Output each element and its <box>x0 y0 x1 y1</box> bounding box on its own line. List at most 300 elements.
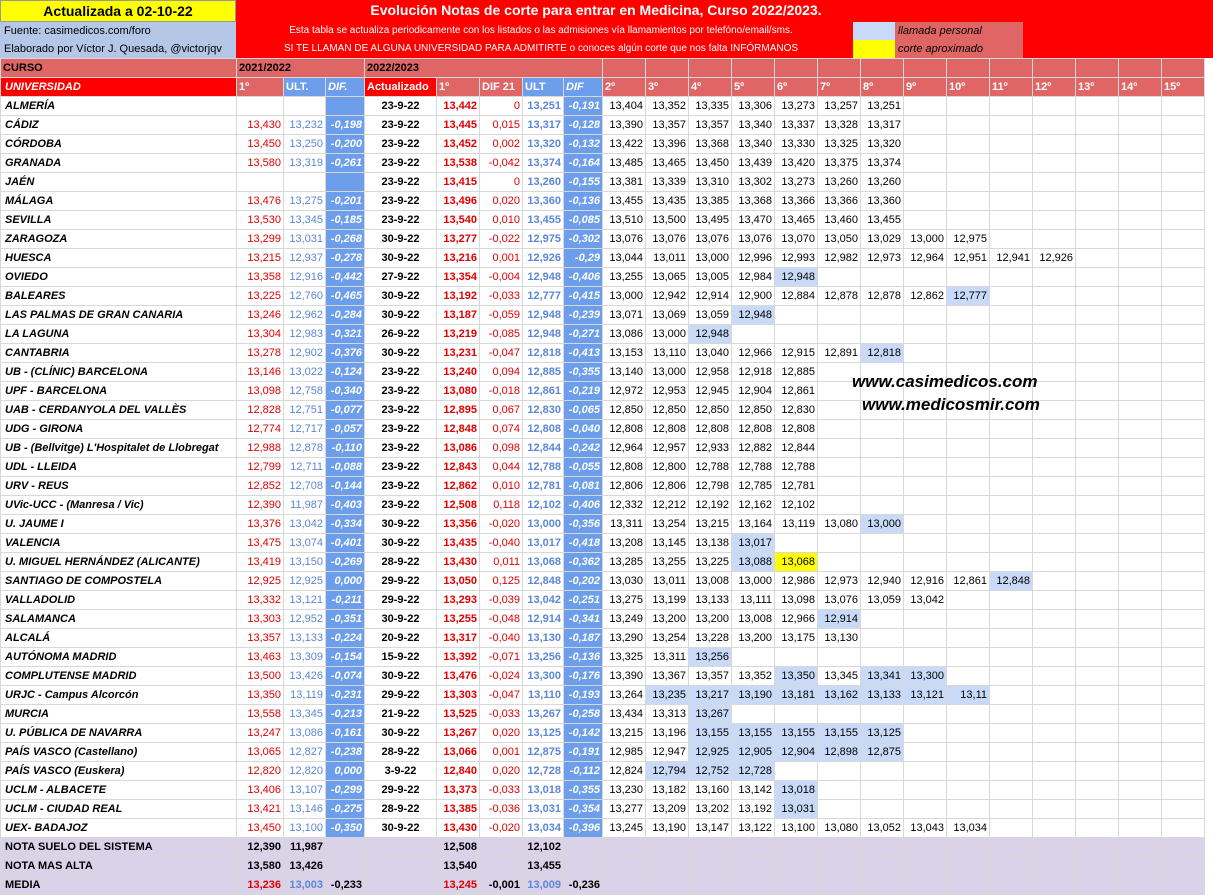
round-cutoff: 12,212 <box>646 496 689 515</box>
round-cutoff <box>1076 306 1119 325</box>
first-cutoff-2021: 12,828 <box>237 401 284 420</box>
round-cutoff: 13,455 <box>861 211 904 230</box>
round-cutoff <box>904 268 947 287</box>
university-name: CÁDIZ <box>1 116 237 135</box>
first-cutoff-2022: 13,187 <box>437 306 480 325</box>
round-cutoff: 12,942 <box>646 287 689 306</box>
round-cutoff: 12,885 <box>775 363 818 382</box>
table-row <box>1 591 1205 610</box>
table-row <box>1 496 1205 515</box>
round-cutoff: 13,435 <box>646 192 689 211</box>
last-cutoff-2021: 12,952 <box>284 610 326 629</box>
first-cutoff-2022: 13,277 <box>437 230 480 249</box>
round-cutoff: 13,005 <box>689 268 732 287</box>
col-header-round: 7º <box>818 78 861 97</box>
round-cutoff: 13,375 <box>818 154 861 173</box>
first-cutoff-2021: 12,852 <box>237 477 284 496</box>
round-cutoff: 12,918 <box>732 363 775 382</box>
round-cutoff <box>1119 192 1162 211</box>
updated-date: 29-9-22 <box>365 572 437 591</box>
round-cutoff <box>1162 762 1205 781</box>
round-cutoff <box>1033 496 1076 515</box>
round-cutoff: 12,861 <box>775 382 818 401</box>
round-cutoff <box>990 192 1033 211</box>
round-cutoff <box>990 344 1033 363</box>
summary-empty <box>818 857 861 876</box>
first-cutoff-2022: 13,430 <box>437 819 480 838</box>
diff-vs-2021: 0,125 <box>480 572 523 591</box>
round-cutoff: 13,273 <box>775 173 818 192</box>
round-cutoff <box>861 496 904 515</box>
first-cutoff-2022: 12,843 <box>437 458 480 477</box>
diff-vs-2021: -0,004 <box>480 268 523 287</box>
round-cutoff <box>947 724 990 743</box>
round-cutoff <box>1119 534 1162 553</box>
round-cutoff <box>990 477 1033 496</box>
round-cutoff <box>861 629 904 648</box>
round-cutoff <box>1033 515 1076 534</box>
university-name: ALCALÁ <box>1 629 237 648</box>
first-cutoff-2021: 12,799 <box>237 458 284 477</box>
last-cutoff-2021: 13,022 <box>284 363 326 382</box>
round-cutoff <box>904 97 947 116</box>
round-cutoff: 13,000 <box>603 287 646 306</box>
round-cutoff: 13,076 <box>646 230 689 249</box>
round-cutoff <box>1119 97 1162 116</box>
updated-date: 30-9-22 <box>365 724 437 743</box>
curso-empty <box>1162 59 1205 78</box>
round-cutoff: 13,182 <box>646 781 689 800</box>
round-cutoff <box>1119 610 1162 629</box>
table-row <box>1 192 1205 211</box>
round-cutoff <box>990 553 1033 572</box>
updated-date: 23-9-22 <box>365 116 437 135</box>
round-cutoff <box>947 344 990 363</box>
round-cutoff <box>947 591 990 610</box>
round-cutoff <box>1162 553 1205 572</box>
round-cutoff: 13,256 <box>689 648 732 667</box>
round-cutoff <box>1162 116 1205 135</box>
round-cutoff: 12,728 <box>732 762 775 781</box>
round-cutoff <box>861 420 904 439</box>
diff-2022: -0,142 <box>564 724 603 743</box>
round-cutoff: 13,339 <box>646 173 689 192</box>
round-cutoff: 13,345 <box>818 667 861 686</box>
round-cutoff <box>904 211 947 230</box>
round-cutoff <box>1033 686 1076 705</box>
round-cutoff: 13,029 <box>861 230 904 249</box>
last-cutoff-2022: 12,844 <box>523 439 564 458</box>
last-cutoff-2022: 12,808 <box>523 420 564 439</box>
col-header-round: 6º <box>775 78 818 97</box>
updated-date: 29-9-22 <box>365 591 437 610</box>
updated-date: 23-9-22 <box>365 477 437 496</box>
round-cutoff <box>1119 496 1162 515</box>
university-name: SEVILLA <box>1 211 237 230</box>
table-row <box>1 477 1205 496</box>
university-name: SALAMANCA <box>1 610 237 629</box>
round-cutoff <box>818 325 861 344</box>
last-cutoff-2022: 13,017 <box>523 534 564 553</box>
diff-2021: -0,351 <box>326 610 365 629</box>
diff-2022: -0,176 <box>564 667 603 686</box>
round-cutoff <box>1119 762 1162 781</box>
round-cutoff: 13,031 <box>775 800 818 819</box>
round-cutoff: 12,192 <box>689 496 732 515</box>
last-cutoff-2021: 12,916 <box>284 268 326 287</box>
round-cutoff <box>904 420 947 439</box>
round-cutoff: 13,153 <box>603 344 646 363</box>
round-cutoff: 13,396 <box>646 135 689 154</box>
table-row <box>1 819 1205 838</box>
round-cutoff <box>1033 724 1076 743</box>
round-cutoff <box>1076 382 1119 401</box>
university-name: SANTIAGO DE COMPOSTELA <box>1 572 237 591</box>
legend-blue-label: llamada personal <box>895 22 1023 40</box>
round-cutoff <box>861 439 904 458</box>
round-cutoff: 12,986 <box>775 572 818 591</box>
summary-first-2022: 13,540 <box>437 857 480 876</box>
curso-empty <box>990 59 1033 78</box>
round-cutoff: 13,008 <box>689 572 732 591</box>
round-cutoff <box>904 344 947 363</box>
summary-last-2021: 13,426 <box>284 857 326 876</box>
round-cutoff <box>1076 743 1119 762</box>
round-cutoff: 13,273 <box>775 97 818 116</box>
watermark-casimedicos: www.casimedicos.com <box>852 372 1038 391</box>
diff-2022: -0,136 <box>564 648 603 667</box>
round-cutoff <box>904 306 947 325</box>
curso-empty <box>861 59 904 78</box>
round-cutoff: 12,948 <box>732 306 775 325</box>
round-cutoff: 13,500 <box>646 211 689 230</box>
round-cutoff <box>1033 154 1076 173</box>
last-cutoff-2021: 12,708 <box>284 477 326 496</box>
diff-2022: -0,040 <box>564 420 603 439</box>
round-cutoff <box>818 401 861 420</box>
table-row <box>1 667 1205 686</box>
round-cutoff <box>1076 154 1119 173</box>
round-cutoff: 13,142 <box>732 781 775 800</box>
summary-empty <box>990 857 1033 876</box>
round-cutoff: 13,245 <box>603 819 646 838</box>
summary-dif-2022 <box>564 857 603 876</box>
diff-2021: 0,000 <box>326 762 365 781</box>
round-cutoff: 12,850 <box>646 401 689 420</box>
diff-2021 <box>326 97 365 116</box>
curso-empty <box>904 59 947 78</box>
round-cutoff: 12,973 <box>818 572 861 591</box>
last-cutoff-2022: 13,267 <box>523 705 564 724</box>
round-cutoff <box>1119 382 1162 401</box>
round-cutoff <box>990 762 1033 781</box>
round-cutoff: 12,957 <box>646 439 689 458</box>
round-cutoff: 13,352 <box>732 667 775 686</box>
col-header-round: 8º <box>861 78 904 97</box>
last-cutoff-2021: 12,717 <box>284 420 326 439</box>
col-header-first-2022: 1º <box>437 78 480 97</box>
round-cutoff <box>1076 230 1119 249</box>
round-cutoff <box>1076 325 1119 344</box>
round-cutoff <box>1162 363 1205 382</box>
first-cutoff-2022: 12,508 <box>437 496 480 515</box>
round-cutoff <box>1033 743 1076 762</box>
round-cutoff: 13,385 <box>689 192 732 211</box>
round-cutoff: 13,267 <box>689 705 732 724</box>
round-cutoff: 13,277 <box>603 800 646 819</box>
first-cutoff-2022: 13,086 <box>437 439 480 458</box>
summary-empty <box>689 876 732 895</box>
updated-date: 23-9-22 <box>365 173 437 192</box>
round-cutoff <box>904 135 947 154</box>
round-cutoff <box>990 268 1033 287</box>
table-row <box>1 800 1205 819</box>
round-cutoff <box>1162 781 1205 800</box>
updated-date: 30-9-22 <box>365 344 437 363</box>
first-cutoff-2021: 13,225 <box>237 287 284 306</box>
updated-banner: Actualizada a 02-10-22 <box>0 0 236 22</box>
university-name: AUTÓNOMA MADRID <box>1 648 237 667</box>
round-cutoff <box>1162 192 1205 211</box>
summary-first-2021: 13,236 <box>237 876 284 895</box>
summary-dif-2021 <box>326 857 365 876</box>
table-row <box>1 724 1205 743</box>
table-row <box>1 230 1205 249</box>
summary-empty <box>904 876 947 895</box>
diff-2021: -0,275 <box>326 800 365 819</box>
round-cutoff <box>904 629 947 648</box>
university-name: VALLADOLID <box>1 591 237 610</box>
round-cutoff <box>1076 705 1119 724</box>
diff-vs-2021: -0,020 <box>480 819 523 838</box>
round-cutoff <box>947 211 990 230</box>
col-header-round: 11º <box>990 78 1033 97</box>
last-cutoff-2022: 13,031 <box>523 800 564 819</box>
last-cutoff-2021: 13,121 <box>284 591 326 610</box>
last-cutoff-2021: 13,146 <box>284 800 326 819</box>
first-cutoff-2022: 13,385 <box>437 800 480 819</box>
round-cutoff <box>1076 610 1119 629</box>
col-header-round: 3º <box>646 78 689 97</box>
page-title: Evolución Notas de corte para entrar en Medicina, Curso 2022/2023. <box>370 2 822 18</box>
round-cutoff: 13,260 <box>861 173 904 192</box>
summary-last-2022: 13,009 <box>523 876 564 895</box>
last-cutoff-2022: 13,374 <box>523 154 564 173</box>
diff-2021: -0,144 <box>326 477 365 496</box>
round-cutoff: 13,000 <box>732 572 775 591</box>
round-cutoff <box>1076 572 1119 591</box>
table-row <box>1 610 1205 629</box>
university-name: U. MIGUEL HERNÁNDEZ (ALICANTE) <box>1 553 237 572</box>
round-cutoff: 13,110 <box>646 344 689 363</box>
round-cutoff <box>818 306 861 325</box>
round-cutoff <box>904 705 947 724</box>
round-cutoff: 13,080 <box>818 819 861 838</box>
round-cutoff: 13,255 <box>646 553 689 572</box>
summary-empty <box>1033 857 1076 876</box>
course-2021-2022: 2021/2022 <box>237 59 365 78</box>
round-cutoff <box>947 534 990 553</box>
round-cutoff: 13,043 <box>904 819 947 838</box>
round-cutoff <box>1119 363 1162 382</box>
diff-vs-2021: 0,098 <box>480 439 523 458</box>
round-cutoff <box>990 458 1033 477</box>
round-cutoff <box>775 306 818 325</box>
round-cutoff <box>1162 154 1205 173</box>
round-cutoff: 13,122 <box>732 819 775 838</box>
round-cutoff <box>1162 648 1205 667</box>
round-cutoff: 13,008 <box>732 610 775 629</box>
summary-empty <box>732 857 775 876</box>
diff-2022: -0,258 <box>564 705 603 724</box>
round-cutoff <box>861 477 904 496</box>
round-cutoff: 12,964 <box>603 439 646 458</box>
round-cutoff <box>947 477 990 496</box>
round-cutoff: 12,861 <box>947 572 990 591</box>
round-cutoff <box>990 686 1033 705</box>
round-cutoff: 13,230 <box>603 781 646 800</box>
curso-empty <box>775 59 818 78</box>
summary-empty <box>646 876 689 895</box>
round-cutoff: 13,340 <box>732 135 775 154</box>
round-cutoff: 13,357 <box>646 116 689 135</box>
diff-2022: -0,251 <box>564 591 603 610</box>
round-cutoff: 12,850 <box>732 401 775 420</box>
round-cutoff: 13,164 <box>732 515 775 534</box>
round-cutoff: 12,794 <box>646 762 689 781</box>
last-cutoff-2022: 12,948 <box>523 306 564 325</box>
round-cutoff <box>1033 325 1076 344</box>
round-cutoff <box>904 458 947 477</box>
round-cutoff <box>818 477 861 496</box>
first-cutoff-2021: 13,500 <box>237 667 284 686</box>
diff-2022: -0,341 <box>564 610 603 629</box>
university-name: UEX- BADAJOZ <box>1 819 237 838</box>
summary-empty <box>1033 876 1076 895</box>
round-cutoff: 13,360 <box>861 192 904 211</box>
round-cutoff: 13,059 <box>861 591 904 610</box>
round-cutoff <box>861 800 904 819</box>
last-cutoff-2022: 13,000 <box>523 515 564 534</box>
first-cutoff-2021: 13,450 <box>237 135 284 154</box>
round-cutoff: 12,788 <box>732 458 775 477</box>
round-cutoff <box>947 268 990 287</box>
diff-vs-2021: -0,085 <box>480 325 523 344</box>
round-cutoff <box>990 534 1033 553</box>
round-cutoff <box>1033 572 1076 591</box>
diff-2021: -0,403 <box>326 496 365 515</box>
round-cutoff <box>990 610 1033 629</box>
round-cutoff <box>1162 325 1205 344</box>
round-cutoff <box>1162 211 1205 230</box>
round-cutoff: 13,155 <box>732 724 775 743</box>
round-cutoff <box>1162 686 1205 705</box>
round-cutoff: 13,086 <box>603 325 646 344</box>
round-cutoff: 12,925 <box>689 743 732 762</box>
round-cutoff <box>1162 667 1205 686</box>
round-cutoff <box>818 458 861 477</box>
summary-empty <box>818 876 861 895</box>
curso-empty <box>947 59 990 78</box>
round-cutoff <box>818 268 861 287</box>
first-cutoff-2022: 13,496 <box>437 192 480 211</box>
round-cutoff <box>818 534 861 553</box>
round-cutoff <box>1162 249 1205 268</box>
round-cutoff: 13,465 <box>775 211 818 230</box>
last-cutoff-2022: 12,830 <box>523 401 564 420</box>
round-cutoff: 13,254 <box>646 629 689 648</box>
updated-date: 21-9-22 <box>365 705 437 724</box>
first-cutoff-2022: 13,540 <box>437 211 480 230</box>
university-name: MÁLAGA <box>1 192 237 211</box>
round-cutoff <box>947 515 990 534</box>
updated-date: 3-9-22 <box>365 762 437 781</box>
round-cutoff <box>1119 591 1162 610</box>
diff-vs-2021: 0,010 <box>480 211 523 230</box>
round-cutoff <box>990 705 1033 724</box>
first-cutoff-2022: 13,452 <box>437 135 480 154</box>
university-name: CÓRDOBA <box>1 135 237 154</box>
round-cutoff <box>1076 420 1119 439</box>
diff-2022: -0,418 <box>564 534 603 553</box>
round-cutoff <box>947 667 990 686</box>
updated-date: 30-9-22 <box>365 230 437 249</box>
diff-2021: -0,401 <box>326 534 365 553</box>
col-header-round: 14º <box>1119 78 1162 97</box>
summary-last-2022: 13,455 <box>523 857 564 876</box>
round-cutoff <box>1162 306 1205 325</box>
diff-vs-2021: 0,001 <box>480 249 523 268</box>
round-cutoff <box>990 306 1033 325</box>
round-cutoff <box>861 781 904 800</box>
summary-empty <box>775 857 818 876</box>
round-cutoff: 13,290 <box>603 629 646 648</box>
university-name: UCLM - ALBACETE <box>1 781 237 800</box>
round-cutoff <box>1033 762 1076 781</box>
round-cutoff <box>1076 477 1119 496</box>
summary-last-2021: 11,987 <box>284 838 326 857</box>
round-cutoff: 12,884 <box>775 287 818 306</box>
round-cutoff <box>861 325 904 344</box>
last-cutoff-2022: 12,777 <box>523 287 564 306</box>
round-cutoff: 13,121 <box>904 686 947 705</box>
first-cutoff-2021: 13,246 <box>237 306 284 325</box>
diff-2022: -0,355 <box>564 781 603 800</box>
first-cutoff-2021: 13,350 <box>237 686 284 705</box>
round-cutoff: 12,800 <box>646 458 689 477</box>
diff-vs-2021: -0,040 <box>480 534 523 553</box>
round-cutoff <box>1119 173 1162 192</box>
diff-2022: -0,202 <box>564 572 603 591</box>
round-cutoff <box>1119 211 1162 230</box>
round-cutoff: 13,470 <box>732 211 775 230</box>
round-cutoff: 13,155 <box>775 724 818 743</box>
table-row <box>1 762 1205 781</box>
round-cutoff <box>818 648 861 667</box>
diff-2022: -0,302 <box>564 230 603 249</box>
university-name: LA LAGUNA <box>1 325 237 344</box>
round-cutoff <box>1033 420 1076 439</box>
diff-2021: -0,278 <box>326 249 365 268</box>
diff-2021: -0,124 <box>326 363 365 382</box>
summary-first-2021: 13,580 <box>237 857 284 876</box>
round-cutoff <box>1162 268 1205 287</box>
summary-dif-2021: -0,233 <box>326 876 365 895</box>
round-cutoff: 12,808 <box>603 458 646 477</box>
first-cutoff-2021: 13,247 <box>237 724 284 743</box>
diff-vs-2021: -0,040 <box>480 629 523 648</box>
summary-last-2021: 13,003 <box>284 876 326 895</box>
